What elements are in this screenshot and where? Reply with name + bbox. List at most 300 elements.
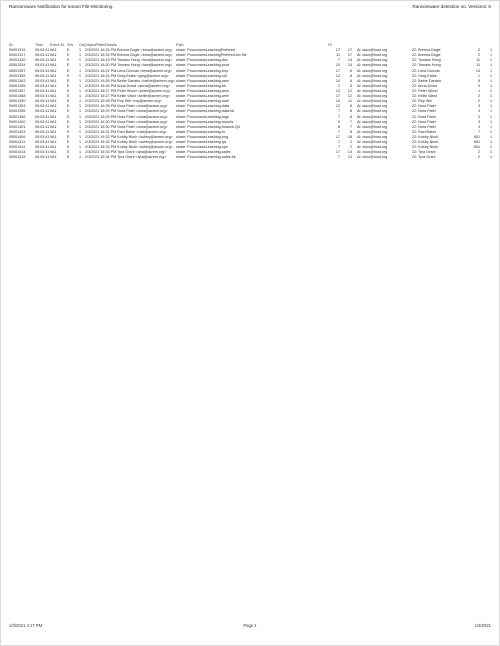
table-cell: 18 (347, 134, 352, 139)
table-cell: 9A1 (50, 63, 57, 68)
table-cell: 1 (489, 129, 492, 134)
table-cell: Al: docs@host.org (357, 99, 388, 104)
table-cell: 9A1 (50, 140, 57, 145)
table-cell: 22: Tyra Grant (412, 150, 436, 155)
table-cell: 5 (349, 83, 352, 88)
table-cell: 9A1 (50, 83, 57, 88)
table-cell: 1 (489, 119, 492, 124)
table-cell: 5 (477, 78, 480, 83)
table-cell: 05:03:41 (35, 88, 50, 93)
table-cell: 22: Roy Wei (412, 99, 433, 104)
table-cell: E (67, 88, 70, 93)
table-cell: 3 (477, 109, 480, 114)
table-cell: share: PouconansLeashing-hr (176, 129, 226, 134)
table-cell: 9A1 (50, 53, 57, 58)
table-cell: E (67, 114, 70, 119)
table-cell: E (67, 134, 70, 139)
table-cell: 1 (79, 155, 82, 160)
table-cell: 2/3/2021 16:32 PM Kobby Nkoh <kobby@acrem.org> (85, 134, 173, 139)
table-cell: 12 (347, 88, 352, 93)
table-cell: 1 (79, 114, 82, 119)
table-cell: 1 (489, 155, 492, 160)
table-cell: 22: Tomasz Hong (412, 63, 441, 68)
table-cell: Al: docs@host.org (357, 48, 388, 53)
column-header: Event ID (50, 43, 65, 47)
table-cell: 05:03:41 (35, 48, 50, 53)
table-cell: E (67, 78, 70, 83)
table-cell: 2/3/2021 16:33 PM Tyra Grant <tyra@acrem.org> (85, 150, 167, 155)
table-cell: 2/3/2021 16:29 PM Nora Patel <nora@acrem.org> (85, 109, 168, 114)
table-cell: 12 (335, 73, 340, 78)
table-cell: 7 (337, 58, 340, 63)
table-cell: 2/3/2021 16:15 PM Brenna Eagle <brna@acrem.org> (85, 53, 173, 58)
table-cell: 05:03:41 (35, 129, 50, 134)
table-cell: 1 (79, 83, 82, 88)
table-cell: 1 (79, 68, 82, 73)
table-cell: 9A1 (50, 145, 57, 150)
table-cell: 651 (473, 145, 480, 150)
table-cell: 2/3/2021 16:34 PM Tyra Grant <tyra@acrem.org> (85, 155, 167, 160)
table-cell: 2 (477, 94, 480, 99)
table-cell: share: PouconansLeashingPrefered-bin file (176, 53, 247, 58)
table-cell: 17 (335, 134, 340, 139)
table-cell: 05:03:41 (35, 104, 50, 109)
table-cell: 7 (349, 124, 352, 129)
table-cell: 22: Nora Patel (412, 124, 436, 129)
table-cell: 05:03:41 (35, 94, 50, 99)
table-cell: 9A1 (50, 94, 57, 99)
table-cell: 7 (337, 145, 340, 150)
table-cell: 1 (489, 124, 492, 129)
table-cell: 9A1 (50, 134, 57, 139)
table-cell: 2 (477, 48, 480, 53)
table-cell: 22: Brenna Eagle (412, 53, 441, 58)
table-row (9, 155, 491, 160)
table-cell: 05:03:41 (35, 119, 50, 124)
table-cell: E (67, 83, 70, 88)
table-cell: Al: docs@host.org (357, 109, 388, 114)
table-cell: 12 (335, 88, 340, 93)
table-cell: 2/3/2021 16:26 PM Anna Dowd <anna@acrem.org> (85, 83, 170, 88)
table-cell: share: PouconansLeashingPrefered (176, 48, 235, 53)
table-cell: E (67, 150, 70, 155)
table-cell: E (67, 140, 70, 145)
table-cell: 1 (489, 68, 492, 73)
table-cell: 2/3/2021 16:31 PM Ravi Baker <ravi@acrem.org> (85, 129, 167, 134)
table-cell: 9A1 (50, 88, 57, 93)
table-cell: 8 (349, 109, 352, 114)
table-cell: 1 (489, 109, 492, 114)
table-cell: 17 (335, 150, 340, 155)
table-cell: 1 (489, 94, 492, 99)
table-cell: share: PouconansLeashing-bk (176, 83, 226, 88)
table-cell: 00001400 (9, 119, 26, 124)
table-cell: 9A1 (50, 99, 57, 104)
table-cell: 7 (349, 119, 352, 124)
table-cell: 1 (79, 134, 82, 139)
table-cell: E (67, 155, 70, 160)
table-cell: 2/3/2021 16:25 PM Brenna Eagle <brna@acrem.org> (85, 48, 173, 53)
table-cell: E (67, 145, 70, 150)
table-cell: Al: docs@host.org (357, 119, 388, 124)
table-cell: 00001368 (9, 94, 26, 99)
report-table (9, 43, 491, 161)
table-cell: share: PouconansLeashing-logs (176, 114, 229, 119)
table-cell: 7 (337, 114, 340, 119)
table-cell: 9A1 (50, 68, 57, 73)
table-cell: 00001411 (9, 140, 26, 145)
table-cell: 11 (476, 63, 480, 68)
table-cell: Al: docs@host.org (357, 129, 388, 134)
table-cell: 1 (489, 58, 492, 63)
table-cell: 1 (489, 78, 492, 83)
table-cell: 9A1 (50, 119, 57, 124)
table-cell: 2/3/2021 16:26 PM Bethe Daniels <bethe@acrem.org> (85, 78, 176, 83)
table-cell: 2/3/2021 16:30 PM Nora Patel <nora@acrem.org> (85, 119, 168, 124)
table-cell: 05:03:41 (35, 53, 50, 58)
table-cell: Al: docs@host.org (357, 53, 388, 58)
column-header: Obj (79, 43, 85, 47)
table-cell: 1 (79, 48, 82, 53)
table-cell: 2/3/2021 16:32 PM Kobby Nkoh <kobby@acrem.org> (85, 140, 173, 145)
table-cell: 22: Nora Patel (412, 119, 436, 124)
table-cell: share: PouconansLeashing-mail (176, 99, 229, 104)
table-cell: 2 (477, 53, 480, 58)
table-cell: Al: docs@host.org (357, 83, 388, 88)
table-cell: 2 (477, 150, 480, 155)
table-cell: 1 (79, 99, 82, 104)
table-cell: share: PouconansLeashing-ops (176, 145, 228, 150)
table-cell: Al: docs@host.org (357, 104, 388, 109)
table-cell: 00001357 (9, 68, 26, 73)
table-cell: 17 (335, 48, 340, 53)
table-cell: 8 (349, 78, 352, 83)
table-cell: 00001415 (9, 155, 26, 160)
table-cell: 9A1 (50, 124, 57, 129)
table-cell: 1 (79, 140, 82, 145)
table-cell: 12 (347, 94, 352, 99)
table-cell: 1 (79, 150, 82, 155)
table-cell: 22: Lena Duncan (412, 68, 441, 73)
table-cell: 13 (347, 150, 352, 155)
table-cell: 1 (489, 114, 492, 119)
table-cell: 1 (489, 99, 492, 104)
table-cell: 1 (79, 145, 82, 150)
table-cell: 22: Kellie Ward (412, 94, 437, 99)
table-cell: 14 (335, 78, 340, 83)
table-cell: 00001367 (9, 88, 26, 93)
table-cell: E (67, 99, 70, 104)
table-cell: 1 (489, 63, 492, 68)
footer-date: 1/3/2021 4:17 PM (9, 623, 43, 628)
report-title: Ransomware Notification for tenant File-Monitoring (9, 4, 113, 9)
table-cell: 1 (489, 88, 492, 93)
table-cell: 2/3/2021 16:28 PM Nora Patel <nora@acrem.org> (85, 104, 168, 109)
table-cell: Al: docs@host.org (357, 145, 388, 150)
table-cell: 05:03:41 (35, 63, 50, 68)
table-cell: 22: Tomasz Hong (412, 58, 441, 63)
table-cell: 14 (347, 63, 352, 68)
table-cell: 05:03:41 (35, 73, 50, 78)
table-cell: 22: Kobby Nkoh (412, 145, 439, 150)
table-cell: E (67, 119, 70, 124)
table-cell: 1 (489, 145, 492, 150)
table-cell: 14 (475, 68, 480, 73)
table-cell: 2 (477, 155, 480, 160)
table-cell: 651 (473, 134, 480, 139)
table-cell: E (67, 58, 70, 63)
table-cell: 1 (489, 48, 492, 53)
table-cell: Al: docs@host.org (357, 58, 388, 63)
table-cell: 9A1 (50, 48, 57, 53)
table-cell: 00001315 (9, 48, 26, 53)
table-cell: 22: Kobby Nkoh (412, 140, 439, 145)
table-cell: 1 (79, 119, 82, 124)
table-cell: 17 (335, 68, 340, 73)
table-cell: 00001403 (9, 129, 26, 134)
table-cell: 1 (79, 53, 82, 58)
table-cell: Al: docs@host.org (357, 134, 388, 139)
table-cell: 2 (337, 83, 340, 88)
table-cell: Al: docs@host.org (357, 150, 388, 155)
table-cell: 1 (489, 53, 492, 58)
table-cell: Al: docs@host.org (357, 114, 388, 119)
table-cell: 10 (335, 63, 340, 68)
table-cell: Al: docs@host.org (357, 88, 388, 93)
table-cell: 05:03:41 (35, 145, 50, 150)
table-cell: 8 (349, 73, 352, 78)
table-cell: share: PouconansLeashing-data-bk (176, 109, 235, 114)
table-cell: Al: docs@host.org (357, 155, 388, 160)
table-cell: E (67, 48, 70, 53)
table-cell: 2/3/2021 16:21 PM Lena Duncan <lena@acrem.org> (85, 68, 172, 73)
table-cell: share: PouconansLeashing-reports (176, 119, 234, 124)
table-cell: 05:03:41 (35, 114, 50, 119)
table-cell: 2/3/2021 16:27 PM Kellie Ward <kellie@acrem.org> (85, 94, 170, 99)
table-cell: 2/3/2021 16:30 PM Nora Patel <nora@acrem.org> (85, 124, 168, 129)
table-cell: share: PouconansLeashing-sales-bk (176, 155, 236, 160)
table-cell: Al: docs@host.org (357, 94, 388, 99)
table-cell: 00001412 (9, 145, 26, 150)
table-cell: 1 (489, 73, 492, 78)
table-cell: 22: Brenna Eagle (412, 48, 441, 53)
table-cell: 5 (477, 83, 480, 88)
table-cell: 11 (476, 58, 480, 63)
table-cell: share: PouconansLeashing-finance-Q4 (176, 124, 240, 129)
table-cell: 22: Kobby Nkoh (412, 134, 439, 139)
table-cell: 22: Greg Estes (412, 73, 437, 78)
table-cell: 9A1 (50, 73, 57, 78)
table-cell: 00001359 (9, 73, 26, 78)
table-cell: 00001390 (9, 99, 26, 104)
table-cell: 1 (79, 109, 82, 114)
table-cell: 6 (349, 68, 352, 73)
table-cell: 22: Ravi Baker (412, 129, 437, 134)
table-cell: 10 (335, 99, 340, 104)
table-cell: 2 (477, 99, 480, 104)
table-cell: 9A1 (50, 78, 57, 83)
table-cell: 00001365 (9, 83, 26, 88)
column-header: Path (176, 43, 184, 47)
table-cell: 8 (349, 114, 352, 119)
table-cell: 05:03:41 (35, 134, 50, 139)
table-cell: 22: Anna Dowd (412, 83, 438, 88)
table-cell: 00001393 (9, 104, 26, 109)
column-header: Sev (67, 43, 74, 47)
table-cell: 11 (348, 99, 352, 104)
table-cell: share: PouconansLeashing-tmp (176, 68, 229, 73)
table-cell: 1 (79, 78, 82, 83)
table-cell: 7 (337, 109, 340, 114)
table-cell: 05:03:41 (35, 150, 50, 155)
table-cell: 7 (337, 155, 340, 160)
table-cell: 1 (79, 124, 82, 129)
table-cell: 1 (489, 104, 492, 109)
table-cell: share: PouconansLeashing-arch (176, 88, 230, 93)
table-cell: 00001401 (9, 124, 26, 129)
table-cell: E (67, 104, 70, 109)
table-cell: 00001396 (9, 114, 26, 119)
table-cell: 9A1 (50, 104, 57, 109)
table-cell: 17 (347, 48, 352, 53)
table-cell: 1 (79, 63, 82, 68)
table-cell: 2/3/2021 16:24 PM Greg Estes <greg@acrem.org> (85, 73, 169, 78)
table-cell: 2/3/2021 16:20 PM Tomasz Hong <host@acrem.org> (85, 63, 173, 68)
table-cell: Al: docs@host.org (357, 78, 388, 83)
table-cell: E (67, 68, 70, 73)
table-cell: 9A1 (50, 114, 57, 119)
table-cell: 05:03:41 (35, 109, 50, 114)
table-cell: 11 (336, 53, 340, 58)
table-cell: 05:03:41 (35, 140, 50, 145)
table-cell: Al: docs@host.org (357, 73, 388, 78)
table-cell: 13 (347, 155, 352, 160)
table-cell: 00001330 (9, 58, 26, 63)
table-cell: 1 (79, 94, 82, 99)
footer-page-number: Page 1 (243, 623, 257, 628)
table-cell: 3 (477, 104, 480, 109)
table-cell: E (67, 73, 70, 78)
column-header: Time (35, 43, 44, 47)
footer-right: 1/3/2021 (474, 623, 491, 628)
table-cell: 00001363 (9, 78, 26, 83)
table-cell: Al: docs@host.org (357, 124, 388, 129)
table-cell: 22: Nora Patel (412, 104, 436, 109)
table-cell: 22: Nora Patel (412, 114, 436, 119)
table-cell: 1 (79, 104, 82, 109)
table-cell: 9A1 (50, 129, 57, 134)
table-cell: 05:03:41 (35, 78, 50, 83)
table-cell: 7 (337, 140, 340, 145)
table-cell: Al: docs@host.org (357, 68, 388, 73)
table-cell: 1 (489, 83, 492, 88)
table-cell: E (67, 109, 70, 114)
table-cell: 3 (477, 114, 480, 119)
table-cell: 00001414 (9, 150, 26, 155)
table-cell: 00001334 (9, 63, 26, 68)
table-cell: share: PouconansLeashing-prod (176, 63, 230, 68)
table-cell: E (67, 94, 70, 99)
table-cell: share: PouconansLeashing-sales (176, 150, 231, 155)
table-cell: share: PouconansLeashing-web (176, 94, 229, 99)
table-cell: 8 (349, 104, 352, 109)
table-cell: 1 (79, 73, 82, 78)
table-cell: E (67, 53, 70, 58)
table-cell: 2/3/2021 16:28 PM Roy Wei <roy@acrem.org> (85, 99, 162, 104)
table-cell: 651 (473, 140, 480, 145)
table-cell: share: PouconansLeashing-new (176, 78, 229, 83)
table-cell: share: PouconansLeashing-qa (176, 140, 227, 145)
table-cell: 9A1 (50, 155, 57, 160)
table-cell: 22: Bethe Daniels (412, 78, 442, 83)
table-cell: 1 (477, 88, 480, 93)
table-cell: 05:03:41 (35, 124, 50, 129)
table-cell: 1 (489, 140, 492, 145)
table-cell: 17 (347, 53, 352, 58)
column-header: Fil (328, 43, 332, 47)
table-cell: 05:03:41 (35, 99, 50, 104)
table-cell: 1 (79, 58, 82, 63)
table-cell: 05:03:41 (35, 83, 50, 88)
table-cell: Al: docs@host.org (357, 63, 388, 68)
table-cell: 12 (335, 104, 340, 109)
table-cell: 2 (349, 145, 352, 150)
table-cell: 05:03:41 (35, 68, 50, 73)
table-cell: E (67, 129, 70, 134)
table-cell: E (67, 124, 70, 129)
table-cell: 22: Nora Patel (412, 109, 436, 114)
table-cell: 9 (337, 119, 340, 124)
table-cell: 9A1 (50, 150, 57, 155)
table-cell: share: PouconansLeashing-old (176, 73, 227, 78)
table-cell: 2 (349, 140, 352, 145)
table-cell: 3 (477, 119, 480, 124)
table-cell: 05:03:41 (35, 155, 50, 160)
table-cell: share: PouconansLeashing-eng (176, 134, 229, 139)
table-cell: 1 (489, 134, 492, 139)
table-cell: 00001406 (9, 134, 26, 139)
table-cell: 1 (79, 129, 82, 134)
table-cell: 1 (79, 88, 82, 93)
table-cell: 1 (489, 150, 492, 155)
table-cell: 9A1 (50, 109, 57, 114)
table-cell: share: PouconansLeashing-dev (176, 58, 228, 63)
table-cell: 8 (337, 124, 340, 129)
table-cell: 7 (337, 129, 340, 134)
column-header: Object/Path/Details (85, 43, 117, 47)
table-cell: 22: Peter Wood (412, 88, 438, 93)
table-cell: 2/3/2021 16:29 PM Nora Patel <nora@acrem.org> (85, 114, 168, 119)
column-header: ID (9, 43, 13, 47)
table-cell: 05:03:41 (35, 58, 50, 63)
table-cell: 14 (347, 58, 352, 63)
table-cell: 2/3/2021 16:27 PM Peter Wood <peter@acrem.org> (85, 88, 171, 93)
table-cell: Al: docs@host.org (357, 140, 388, 145)
table-cell: 3 (477, 124, 480, 129)
table-cell: 2/3/2021 16:19 PM Tomasz Hong <host@acrem.org> (85, 58, 173, 63)
table-cell: 00001317 (9, 53, 26, 58)
table-cell: 7 (477, 129, 480, 134)
table-cell: 00001395 (9, 109, 26, 114)
table-cell: E (67, 63, 70, 68)
table-cell: 8 (349, 129, 352, 134)
table-cell: 2/3/2021 16:33 PM Kobby Nkoh <kobby@acrem.org> (85, 145, 173, 150)
report-subtitle: Ransomware detection no. Versions: 6 (412, 4, 491, 9)
table-cell: 17 (335, 94, 340, 99)
table-cell: share: PouconansLeashing-data (176, 104, 230, 109)
table-cell: 1 (477, 73, 480, 78)
table-cell: 22: Tyra Grant (412, 155, 436, 160)
